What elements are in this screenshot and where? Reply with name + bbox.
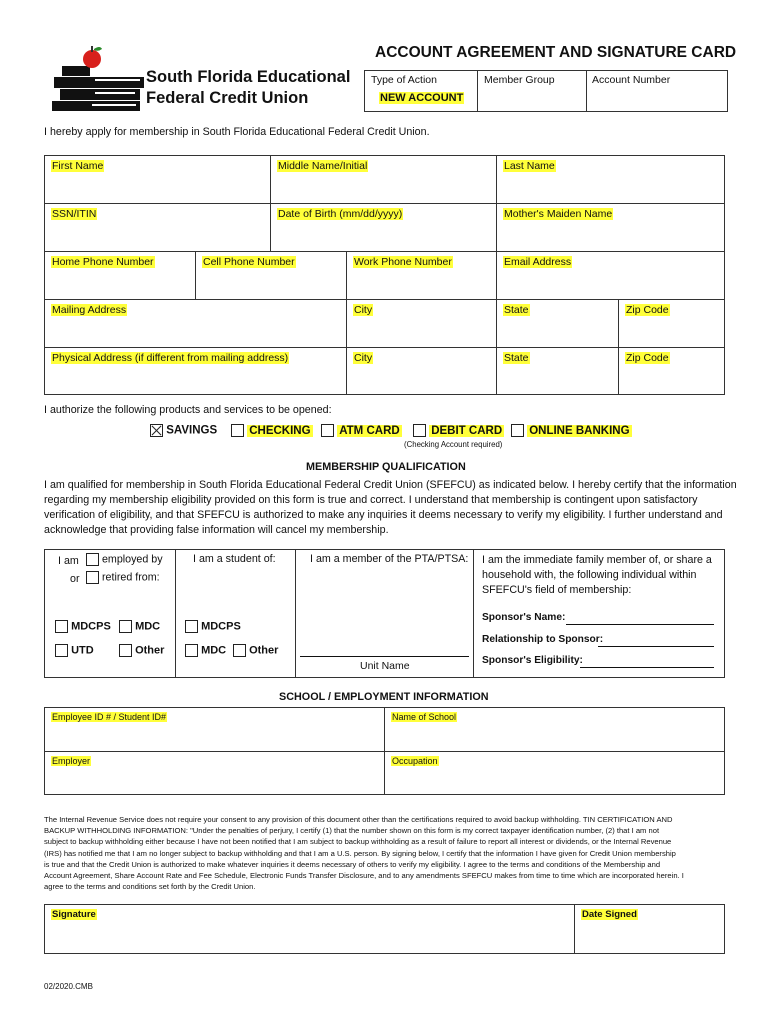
savings-option[interactable]: SAVINGS — [150, 424, 217, 437]
account-number-field[interactable]: Account Number — [592, 74, 671, 86]
atm-option[interactable]: ATM CARD — [321, 424, 402, 437]
form-version: 02/2020.CMB — [44, 982, 93, 991]
mailing-zip-field[interactable]: Zip Code — [619, 300, 725, 348]
or-label: or — [70, 573, 80, 585]
products-intro: I authorize the following products and services to be opened: — [44, 404, 332, 416]
stu-mdc-option[interactable]: MDC — [185, 644, 226, 657]
i-am-label: I am — [58, 555, 79, 567]
date-signed-field[interactable]: Date Signed — [575, 905, 725, 954]
qualification-text: I am qualified for membership in South Florida Educational Federal Credit Union (SFEFCU) as indicated below. I hereby certify that the information regarding my membership eligibility provided on this form is true and correct. I understand that membership is contingent upon satisfactory verification of eligibility, and that SFEFCU is authorized to make any inquiries it deems necessary to verify my eligibility. I further understand and acknowledge that providing false information will cancel my membership. — [44, 479, 737, 536]
occupation-field[interactable]: Occupation — [385, 752, 725, 795]
org-name-line1: South Florida Educational — [146, 68, 351, 86]
employer-field[interactable]: Employer — [45, 752, 385, 795]
mailing-state-field[interactable]: State — [497, 300, 619, 348]
physical-city-field[interactable]: City — [347, 348, 497, 395]
last-name-field[interactable]: Last Name — [497, 156, 725, 204]
logo — [50, 44, 350, 114]
checking-option[interactable]: CHECKING — [231, 424, 313, 437]
atm-checkbox[interactable] — [321, 424, 334, 437]
type-of-action-value[interactable]: NEW ACCOUNT — [380, 92, 464, 104]
school-grid — [44, 707, 725, 795]
emp-mdcps-option[interactable]: MDCPS — [55, 620, 111, 633]
sponsor-name-field[interactable]: Sponsor's Name: — [482, 612, 714, 626]
pta-label: I am a member of the PTA/PTSA: — [310, 553, 469, 565]
mailing-city-field[interactable]: City — [347, 300, 497, 348]
applicant-info-grid — [44, 155, 725, 395]
first-name-field[interactable]: First Name — [45, 156, 271, 204]
member-group-field[interactable]: Member Group — [484, 74, 555, 86]
stu-mdcps-option[interactable]: MDCPS — [185, 620, 241, 633]
physical-address-field[interactable]: Physical Address (if different from mailing address) — [45, 348, 347, 395]
books-apple-icon — [50, 44, 150, 114]
cell-phone-field[interactable]: Cell Phone Number — [196, 252, 347, 300]
debit-option[interactable]: DEBIT CARD — [413, 424, 504, 437]
sponsor-eligibility-field[interactable]: Sponsor's Eligibility: — [482, 655, 714, 669]
debit-checkbox[interactable] — [413, 424, 426, 437]
physical-state-field[interactable]: State — [497, 348, 619, 395]
physical-zip-field[interactable]: Zip Code — [619, 348, 725, 395]
emp-mdc-option[interactable]: MDC — [119, 620, 160, 633]
checking-checkbox[interactable] — [231, 424, 244, 437]
relationship-field[interactable]: Relationship to Sponsor: — [482, 634, 714, 648]
emp-other-option[interactable]: Other — [119, 644, 164, 657]
unit-name-label: Unit Name — [360, 660, 410, 672]
maiden-name-field[interactable]: Mother's Maiden Name — [497, 204, 725, 252]
email-field[interactable]: Email Address — [497, 252, 725, 300]
page-title: ACCOUNT AGREEMENT AND SIGNATURE CARD — [375, 44, 737, 61]
signature-field[interactable]: Signature — [45, 905, 575, 954]
ssn-field[interactable]: SSN/ITIN — [45, 204, 271, 252]
dob-field[interactable]: Date of Birth (mm/dd/yyyy) — [271, 204, 497, 252]
school-name-field[interactable]: Name of School — [385, 708, 725, 752]
family-member-text: I am the immediate family member of, or share a household with, the following individual within SFEFCU's field of membership: — [482, 554, 712, 596]
legal-text: The Internal Revenue Service does not require your consent to any provision of this document other than the certifications required to avoid backup withholding. TIN CERTIFICATION AND BACKUP WITHHOLDING INFORMATION: "Under the penalties of perjury, I certify (1) that the number shown on this form is my correct taxpayer identification number, (2) that I am not subject to backup withholding either because I have not been notified that I am subject to backup withholding as a result of failure to report all interest or dividends, or the Internal Revenue (IRS) has notified me that I am no longer subject to backup withholding and that I am a U.S. person. By signing below, I certify that the information I have given for Credit Union membership is true and that the Credit Union is authorized to make whatever inquiries it deems necessary of others to verify my eligibility. I agree to the terms and conditions of the Membership and Account Agreement, Share Account Rate and Fee Schedule, Electronic Funds Transfer Disclosure, and to any amendments SFEFCU makes from time to time which are incorporated herein. I agree to the terms and conditions set forth by the Credit Union. — [44, 815, 684, 892]
intro-text: I hereby apply for membership in South Florida Educational Federal Credit Union. — [44, 126, 430, 138]
stu-other-option[interactable]: Other — [233, 644, 278, 657]
school-heading: SCHOOL / EMPLOYMENT INFORMATION — [279, 691, 489, 703]
org-name-line2: Federal Credit Union — [146, 89, 309, 107]
emp-utd-option[interactable]: UTD — [55, 644, 94, 657]
unit-name-line[interactable] — [300, 656, 469, 657]
signature-grid — [44, 904, 725, 954]
mailing-address-field[interactable]: Mailing Address — [45, 300, 347, 348]
employed-by-option[interactable]: employed by — [86, 553, 163, 566]
work-phone-field[interactable]: Work Phone Number — [347, 252, 497, 300]
employee-id-field[interactable]: Employee ID # / Student ID# — [45, 708, 385, 752]
home-phone-field[interactable]: Home Phone Number — [45, 252, 196, 300]
qualification-heading: MEMBERSHIP QUALIFICATION — [306, 461, 466, 473]
savings-checkbox[interactable] — [150, 424, 163, 437]
retired-from-option[interactable]: retired from: — [86, 571, 160, 584]
online-banking-checkbox[interactable] — [511, 424, 524, 437]
type-of-action-label: Type of Action — [371, 74, 437, 86]
middle-name-field[interactable]: Middle Name/Initial — [271, 156, 497, 204]
student-of-label: I am a student of: — [193, 553, 276, 565]
debit-note: (Checking Account required) — [404, 440, 503, 449]
online-banking-option[interactable]: ONLINE BANKING — [511, 424, 632, 437]
